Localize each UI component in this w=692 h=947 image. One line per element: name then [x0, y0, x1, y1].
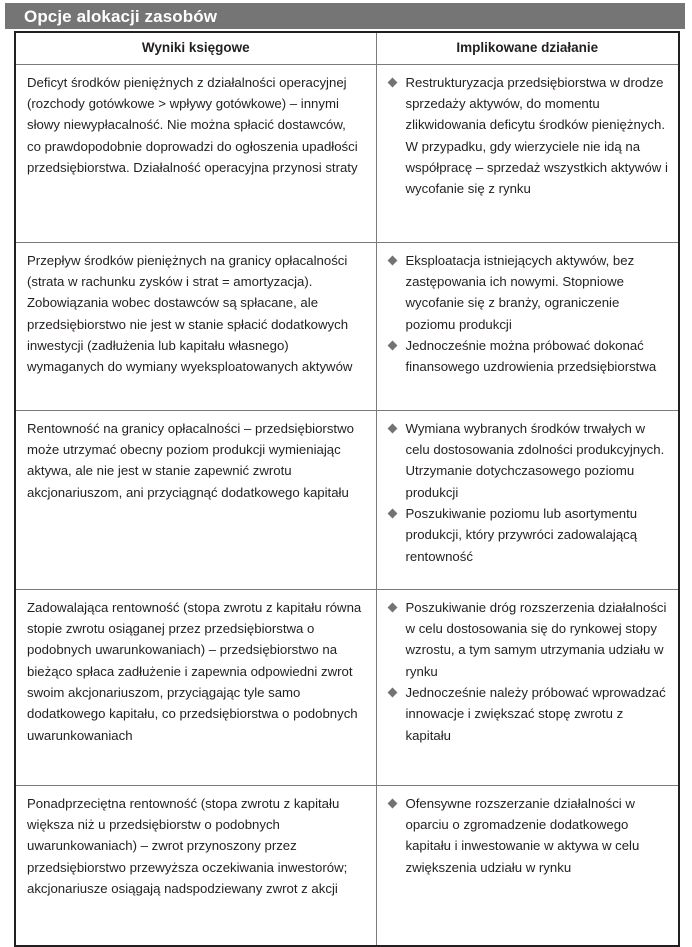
cell-wyniki — [15, 242, 376, 410]
list-item — [387, 793, 669, 879]
bullet-list — [387, 250, 669, 378]
resource-allocation-table — [14, 31, 680, 947]
wyniki-text: Przepływ środków pieniężnych na granicy opłacalności (strata w rachunku zysków i strat = amortyzacja). Zobowiązania wobec dostawców są spłacane, ale przedsiębiorstwo nie jest w stanie spłacić dodatkowych inwestycji (zadłużenia lub kapitału własnego) wymaganych do wymiany wyeksploatowanych aktywów — [27, 252, 353, 375]
table-title-bar — [5, 3, 685, 29]
table-row — [15, 589, 679, 785]
list-item-label: Poszukiwanie dróg rozszerzenia działalności w celu dostosowania się do rynkowej stopy wzrostu, a tym samym utrzymania udziału w rynku — [405, 599, 667, 679]
bullet-list — [387, 72, 669, 200]
matrix-table-container — [14, 31, 678, 947]
bullet-list — [387, 418, 669, 568]
diamond-bullet-icon — [387, 602, 397, 612]
list-item-label: Restrukturyzacja przedsiębiorstwa w drodze sprzedaży aktywów, do momentu zlikwidowania deficytu środków pieniężnych. W przypadku, gdy wierzyciele nie idą na współpracę – sprzedaż wszystkich aktywów i wycofanie się z rynku — [405, 74, 668, 197]
table-title: Opcje alokacji zasobów — [24, 6, 218, 26]
table-header-row — [15, 32, 679, 64]
table-row — [15, 785, 679, 946]
list-item-label: Wymiana wybranych środków trwałych w celu dostosowania zdolności produkcyjnych. Utrzymanie dotychczasowego poziomu produkcji — [405, 420, 665, 500]
list-item-label: Jednocześnie można próbować dokonać finansowego uzdrowienia przedsiębiorstwa — [405, 338, 657, 375]
cell-dzialanie — [376, 785, 679, 946]
diamond-bullet-icon — [387, 341, 397, 351]
list-item — [387, 503, 669, 567]
diamond-bullet-icon — [387, 77, 397, 87]
cell-wyniki — [15, 64, 376, 242]
diamond-bullet-icon — [387, 423, 397, 433]
list-item-label: Ofensywne rozszerzanie działalności w oparciu o zgromadzenie dodatkowego kapitału i inwestowanie w aktywa w celu zwiększenia udziału w rynku — [405, 795, 640, 875]
cell-wyniki — [15, 410, 376, 589]
bullet-list — [387, 597, 669, 747]
wyniki-text: Zadowalająca rentowność (stopa zwrotu z kapitału równa stopie zwrotu osiąganej przez przedsiębiorstwa o podobnych uwarunkowaniach) – przedsiębiorstwo na bieżąco spłaca zadłużenie i zapewnia odpowiedni zwrot swoim akcjonariuszom, przyciągając tyle samo dodatkowego kapitału, co przedsiębiorstwa o podobnych uwarunkowaniach — [27, 599, 362, 743]
cell-dzialanie — [376, 410, 679, 589]
cell-wyniki — [15, 785, 376, 946]
cell-dzialanie — [376, 242, 679, 410]
list-item — [387, 72, 669, 200]
list-item-label: Eksploatacja istniejących aktywów, bez zastępowania ich nowymi. Stopniowe wycofanie się z branży, ograniczenie poziomu produkcji — [405, 252, 635, 332]
list-item-label: Jednocześnie należy próbować wprowadzać innowacje i zwiększać stopę zwrotu z kapitału — [405, 685, 666, 743]
list-item — [387, 682, 669, 746]
wyniki-text: Ponadprzeciętna rentowność (stopa zwrotu z kapitału większa niż u przedsiębiorstw o podobnych uwarunkowaniach) – zwrot przynoszony przez przedsiębiorstwo przewyższa oczekiwania inwestorów; akcjonariusze osiągają nadspodziewany zwrot z akcji — [27, 795, 348, 897]
diamond-bullet-icon — [387, 255, 397, 265]
list-item — [387, 250, 669, 336]
table-body — [15, 64, 679, 946]
wyniki-text: Rentowność na granicy opłacalności – przedsiębiorstwo może utrzymać obecny poziom produkcji wymieniając aktywa, ale nie jest w stanie zapewnić zwrotu akcjonariuszom, ani przyciągnąć dodatkowego kapitału — [27, 420, 354, 500]
table-row — [15, 242, 679, 410]
diamond-bullet-icon — [387, 798, 397, 808]
diamond-bullet-icon — [387, 688, 397, 698]
list-item — [387, 418, 669, 504]
cell-dzialanie — [376, 64, 679, 242]
cell-wyniki — [15, 589, 376, 785]
list-item — [387, 335, 669, 378]
cell-dzialanie — [376, 589, 679, 785]
bullet-list — [387, 793, 669, 879]
wyniki-text: Deficyt środków pieniężnych z działalności operacyjnej (rozchody gotówkowe > wpływy gotówkowe) – innymi słowy niewypłacalność. Nie można spłacić dostawców, co prawdopodobnie doprowadzi do ogłoszenia upadłości przedsiębiorstwa. Działalność operacyjna przynosi straty — [27, 74, 358, 176]
table-header — [15, 32, 679, 64]
column-header-wyniki: Wyniki księgowe — [15, 32, 376, 64]
list-item-label: Poszukiwanie poziomu lub asortymentu produkcji, który przywróci zadowalającą rentowność — [405, 506, 638, 564]
table-row — [15, 410, 679, 589]
table-row — [15, 64, 679, 242]
list-item — [387, 597, 669, 683]
column-header-dzialanie: Implikowane działanie — [376, 32, 679, 64]
diamond-bullet-icon — [387, 509, 397, 519]
